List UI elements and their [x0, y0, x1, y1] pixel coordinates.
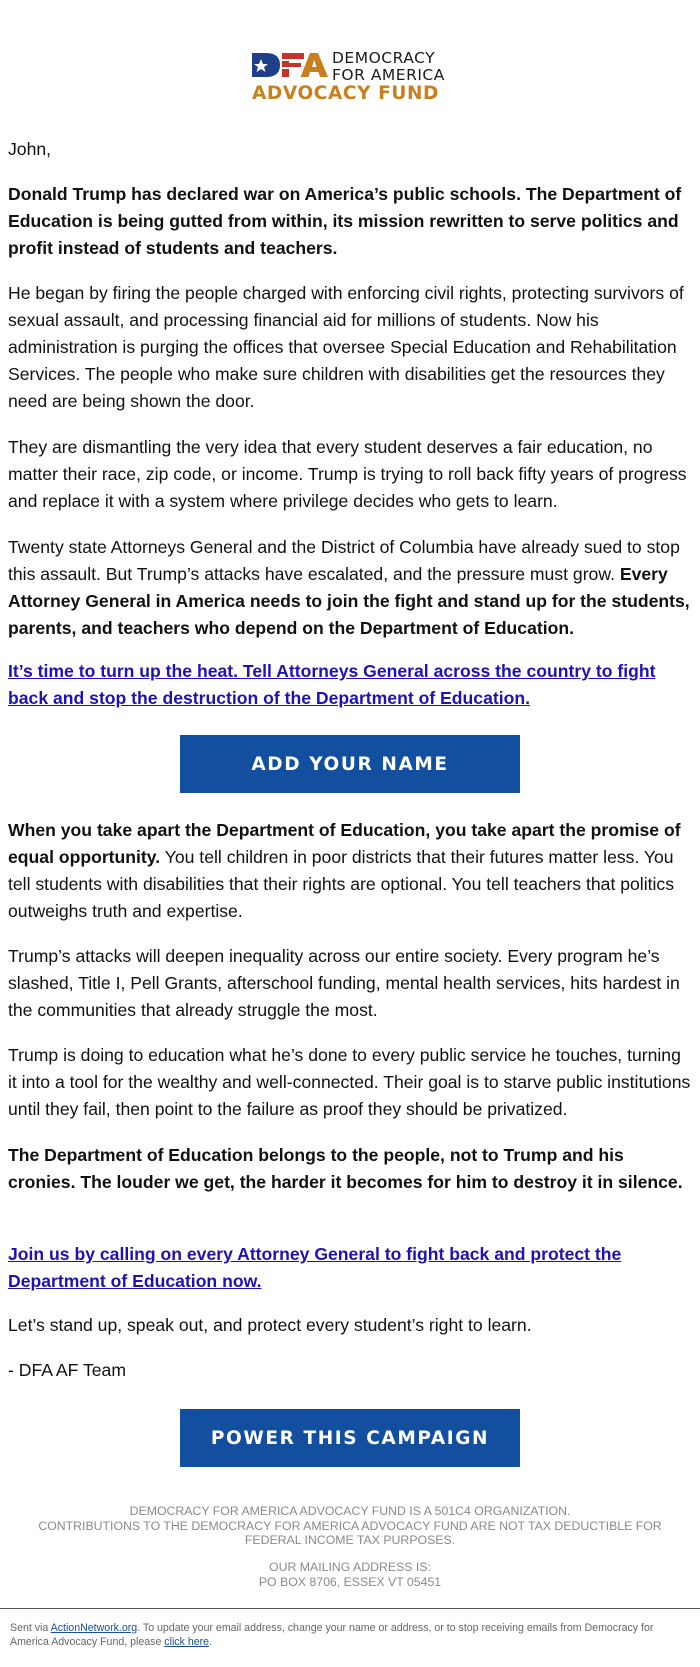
footer-address-value: PO BOX 8706, ESSEX VT 05451 — [258, 1574, 442, 1589]
logo-line-2: FOR AMERICA — [332, 66, 445, 84]
logo-line-3: ADVOCACY FUND — [252, 83, 440, 104]
sent-middle: . To update your email address, change your name or address, or to stop receiving emails from Democracy for America Advocacy Fund, please — [10, 1622, 654, 1648]
paragraph-5-text: You tell children in poor districts that their futures matter less. You tell students with disabilities that their rights are optional. You tell teachers that politics outweighs truth and expertise. — [8, 847, 675, 921]
paragraph-9: Let’s stand up, speak out, and protect every student’s right to learn. — [8, 1315, 532, 1335]
cta-link-attorneys-general[interactable]: It’s time to turn up the heat. Tell Attorneys General across the country to fight back and stop the destruction of the Department of Education. — [8, 661, 656, 708]
actionnetwork-link[interactable]: ActionNetwork.org — [50, 1622, 138, 1634]
paragraph-2: He began by firing the people charged with enforcing civil rights, protecting survivors of sexual assault, and processing financial aid for millions of students. Now his administration is purging the offices that oversee Special Education and Rehabilitation Services. The people who make sure children with disabilities get the resources they need are being shown the door. — [8, 283, 684, 411]
power-this-campaign-button[interactable]: POWER THIS CAMPAIGN — [180, 1409, 520, 1467]
logo-line-1: DEMOCRACY — [332, 49, 436, 67]
cta-link-protect-department[interactable]: Join us by calling on every Attorney General to fight back and protect the Department of Education now. — [8, 1244, 622, 1291]
paragraph-1: Donald Trump has declared war on America’s public schools. The Department of Education is being gutted from within, its mission rewritten to serve politics and profit instead of students and teachers. — [8, 184, 682, 258]
paragraph-5-bold: When you take apart the Department of Education, you take apart the promise of equal opportunity. — [8, 820, 681, 867]
paragraph-8: The Department of Education belongs to the people, not to Trump and his cronies. The louder we get, the harder it becomes for him to destroy it in silence. — [8, 1145, 683, 1192]
paragraph-4 — [8, 534, 692, 642]
cta-link-paragraph-1 — [8, 658, 692, 712]
greeting: John, — [8, 139, 52, 159]
signoff: - DFA AF Team — [8, 1360, 126, 1380]
paragraph-3: They are dismantling the very idea that every student deserves a fair education, no matter their race, zip code, or income. Trump is trying to roll back fifty years of progress and replace it with a system where privilege decides who gets to learn. — [8, 437, 687, 511]
paragraph-4-bold: Every Attorney General in America needs to join the fight and stand up for the students, parents, and teachers who depend on the Department of Education. — [8, 564, 690, 638]
paragraph-5 — [8, 817, 692, 925]
footer-divider — [0, 1608, 700, 1609]
paragraph-7: Trump is doing to education what he’s done to every public service he touches, turning it into a tool for the wealthy and well-connected. Their goal is to starve public institutions until they fail, then point to the failure as proof they should be privatized. — [8, 1045, 691, 1119]
sent-prefix: Sent via — [10, 1622, 49, 1634]
paragraph-4-text: Twenty state Attorneys General and the District of Columbia have already sued to stop this assault. But Trump’s attacks have escalated, and the pressure must grow. — [8, 537, 680, 584]
cta-link-paragraph-2 — [8, 1241, 692, 1295]
unsubscribe-link[interactable]: click here — [164, 1636, 210, 1648]
footer-org-line: DEMOCRACY FOR AMERICA ADVOCACY FUND IS A 501C4 ORGANIZATION. — [129, 1504, 571, 1518]
footer-tax-line: CONTRIBUTIONS TO THE DEMOCRACY FOR AMERICA ADVOCACY FUND ARE NOT TAX DEDUCTIBLE FOR FEDERAL INCOME TAX PURPOSES. — [38, 1518, 662, 1547]
footer-address — [0, 1560, 700, 1589]
dfa-logo[interactable] — [252, 50, 452, 106]
footer-disclaimer — [0, 1504, 700, 1548]
add-your-name-button[interactable]: ADD YOUR NAME — [180, 735, 520, 793]
sent-via-notice — [10, 1621, 690, 1649]
sent-end: . — [209, 1636, 212, 1648]
paragraph-6: Trump’s attacks will deepen inequality across our entire society. Every program he’s slashed, Title I, Pell Grants, afterschool funding, mental health services, hits hardest in the communities that already struggle the most. — [8, 946, 680, 1020]
dfa-initials-icon — [252, 50, 330, 80]
footer-address-label: OUR MAILING ADDRESS IS: — [269, 1560, 431, 1574]
